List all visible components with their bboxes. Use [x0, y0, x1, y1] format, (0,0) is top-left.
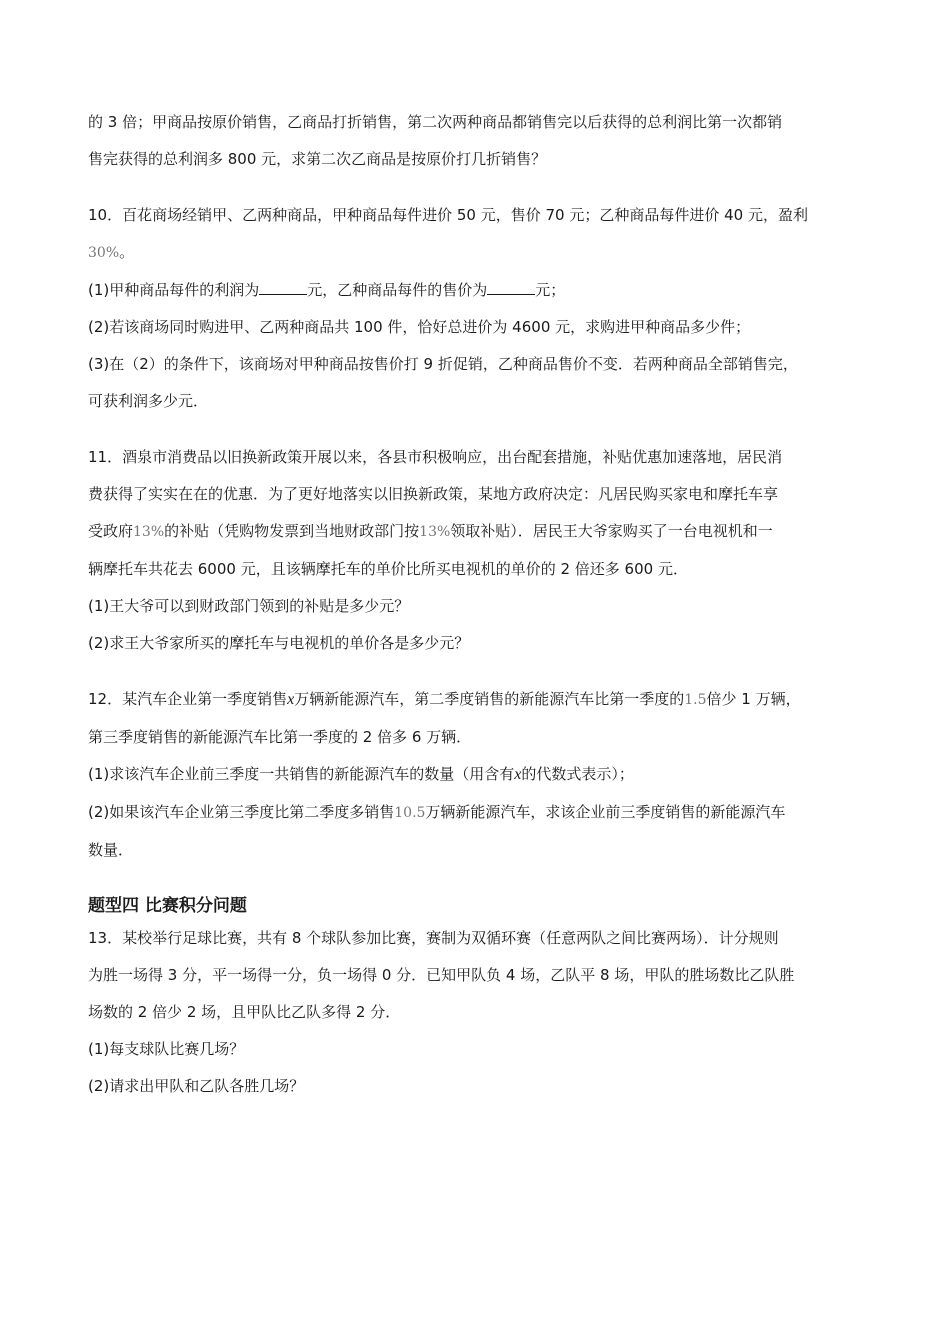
q12-ratio: 1.5 [684, 692, 707, 708]
q10-part-2: (2)若该商场同时购进甲、乙两种商品共 100 件，恰好总进价为 4600 元，求购进甲种商品多少件； [88, 318, 751, 336]
spacer [88, 653, 878, 689]
q10-part-3-line-1: (3)在（2）的条件下，该商场对甲种商品按售价打 9 折促销，乙种商品售价不变．若两种商品全部销售完， [88, 355, 798, 373]
q12-part-1-a: (1)求该汽车企业前三季度一共销售的新能源汽车的数量（用含有 [88, 765, 515, 783]
q12-var-x: x [287, 691, 295, 708]
q11-line-3-a: 受政府 [88, 522, 134, 540]
q10-part-1-b: 元，乙种商品每件的售价为 [307, 281, 488, 299]
q12-extra-amount: 10.5 [394, 805, 426, 821]
q10-line-1: 10．百花商场经销甲、乙两种商品，甲种商品每件进价 50 元，售价 70 元；乙种商品每件进价 40 元，盈利 [88, 206, 808, 224]
q10-line-2-tail: 。 [119, 243, 135, 261]
q11-line-3-b: 的补贴（凭购物发票到当地财政部门按 [164, 522, 420, 540]
q12-line-1-c: 倍少 1 万辆， [706, 690, 801, 708]
q10-part-3-line-2: 可获利润多少元． [88, 392, 209, 410]
q12-part-1 [88, 764, 878, 785]
q12-line-1-a: 12．某汽车企业第一季度销售 [88, 690, 288, 708]
q12-line-2: 第三季度销售的新能源汽车比第一季度的 2 倍多 6 万辆． [88, 728, 472, 746]
spacer [88, 411, 878, 447]
q12-part-2-b: 万辆新能源汽车，求该企业前三季度销售的新能源汽车 [425, 803, 786, 821]
q10-line-2 [88, 242, 878, 263]
q13-line-1: 13．某校举行足球比赛，共有 8 个球队参加比赛，赛制为双循环赛（任意两队之间比赛两场）．计分规则 [88, 929, 779, 947]
q12-part-2-a: (2)如果该汽车企业第三季度比第二季度多销售 [88, 803, 395, 821]
q13-line-2: 为胜一场得 3 分，平一场得一分，负一场得 0 分．已知甲队负 4 场，乙队平 8 场，甲队的胜场数比乙队胜 [88, 966, 795, 984]
q11-part-2: (2)求王大爷家所买的摩托车与电视机的单价各是多少元？ [88, 634, 470, 652]
q10-part-1-a: (1)甲种商品每件的利润为 [88, 281, 260, 299]
q12-part-2-line-1 [88, 802, 878, 823]
q11-line-2: 费获得了实实在在的优惠．为了更好地落实以旧换新政策，某地方政府决定：凡居民购买家电和摩托车享 [88, 485, 779, 503]
spacer [88, 860, 878, 896]
q13-line-3: 场数的 2 倍少 2 场，且甲队比乙队多得 2 分． [88, 1003, 401, 1021]
q13-part-2: (2)请求出甲队和乙队各胜几场？ [88, 1077, 305, 1095]
q12-part-1-var-x: x [514, 766, 522, 783]
document-page [88, 112, 878, 1096]
q11-part-1: (1)王大爷可以到财政部门领到的补贴是多少元？ [88, 597, 410, 615]
q11-line-3 [88, 521, 878, 542]
q12-part-1-b: 的代数式表示）； [521, 765, 634, 783]
q10-part-1-c: 元； [535, 281, 566, 299]
q11-percent-1: 13% [133, 524, 165, 540]
section-heading: 题型四 比赛积分问题 [88, 896, 247, 916]
q11-line-1: 11．酒泉市消费品以旧换新政策开展以来，各县市积极响应，出台配套措施，补贴优惠加速落地，居民消 [88, 448, 783, 466]
q10-blank-1[interactable] [259, 280, 307, 295]
q10-part-1 [88, 280, 878, 300]
q9-line-1: 的 3 倍；甲商品按原价销售，乙商品打折销售，第二次两种商品都销售完以后获得的总利润比第一次都销 [88, 113, 783, 131]
q13-part-1: (1)每支球队比赛几场？ [88, 1040, 245, 1058]
q10-percent: 30% [88, 245, 120, 261]
q12-line-1 [88, 689, 878, 710]
q11-line-4: 辆摩托车共花去 6000 元，且该辆摩托车的单价比所买电视机的单价的 2 倍还多 600 元． [88, 560, 688, 578]
spacer [88, 169, 878, 205]
q10-blank-2[interactable] [487, 280, 535, 295]
q12-line-1-b: 万辆新能源汽车，第二季度销售的新能源汽车比第一季度的 [294, 690, 685, 708]
q11-line-3-c: 领取补贴）．居民王大爷家购买了一台电视机和一 [450, 522, 773, 540]
q12-part-2-line-2: 数量． [88, 841, 134, 859]
q9-line-2: 售完获得的总利润多 800 元，求第二次乙商品是按原价打几折销售？ [88, 150, 547, 168]
q11-percent-2: 13% [419, 524, 451, 540]
